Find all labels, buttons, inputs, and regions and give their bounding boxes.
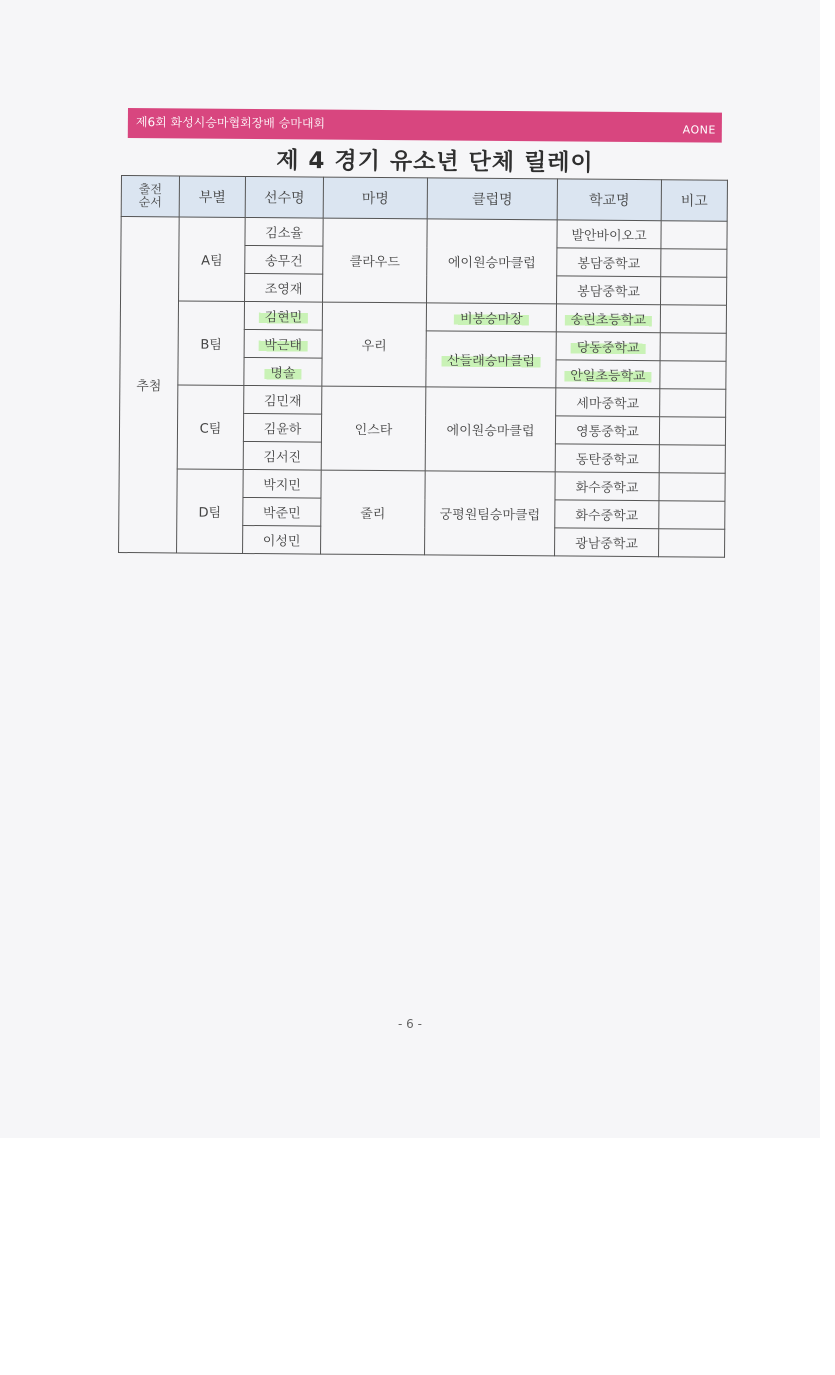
order-cell: 추첨 xyxy=(119,217,180,553)
school-cell: 봉담중학교 xyxy=(557,276,661,305)
school-cell: 화수중학교 xyxy=(555,500,659,529)
table-row xyxy=(121,217,727,250)
note-cell xyxy=(660,361,726,390)
relay-table-wrapper xyxy=(118,175,729,553)
rider-cell: 김민재 xyxy=(244,385,322,414)
highlighted-rider: 박근태 xyxy=(258,334,308,353)
col-division: 부별 xyxy=(179,176,245,218)
note-cell xyxy=(659,501,725,530)
col-note: 비고 xyxy=(661,180,727,222)
rider-cell: 박준민 xyxy=(243,497,321,526)
col-horse: 마명 xyxy=(323,177,427,219)
table-row xyxy=(120,384,726,417)
highlighted-club: 산들래승마클럽 xyxy=(441,350,541,370)
table-row xyxy=(120,301,726,334)
note-cell xyxy=(659,417,725,446)
rider-cell: 조영재 xyxy=(245,273,323,302)
club-cell xyxy=(426,331,556,388)
note-cell xyxy=(661,249,727,278)
school-cell xyxy=(556,360,660,389)
highlighted-school: 안일초등학교 xyxy=(564,364,652,384)
note-cell xyxy=(660,305,726,334)
rider-cell: 이성민 xyxy=(243,525,321,554)
col-club: 클럽명 xyxy=(427,178,557,220)
division-cell: B팀 xyxy=(178,301,245,386)
table-row xyxy=(119,468,725,501)
club-cell: 에이원승마클럽 xyxy=(427,219,558,304)
club-cell xyxy=(426,303,556,332)
page-number: - 6 - xyxy=(398,1017,422,1031)
school-cell: 화수중학교 xyxy=(555,472,659,501)
note-cell xyxy=(660,333,726,362)
col-school: 학교명 xyxy=(557,179,661,221)
rider-cell: 송무건 xyxy=(245,245,323,274)
table-header-row xyxy=(121,176,727,222)
rider-cell xyxy=(244,301,322,330)
rider-cell: 박지민 xyxy=(243,469,321,498)
school-cell: 발안바이오고 xyxy=(557,220,661,249)
note-cell xyxy=(659,445,725,474)
club-cell: 에이원승마클럽 xyxy=(425,387,556,472)
event-name: 제6회 화성시승마협회장배 승마대회 xyxy=(135,115,326,131)
highlighted-school: 송린초등학교 xyxy=(565,308,653,328)
horse-cell: 인스타 xyxy=(321,386,426,471)
rider-cell: 김서진 xyxy=(243,441,321,470)
rider-cell: 김소율 xyxy=(245,217,323,246)
note-cell xyxy=(660,277,726,306)
col-order-line2: 순서 xyxy=(138,195,162,210)
school-cell: 봉담중학교 xyxy=(557,248,661,277)
header-banner xyxy=(128,108,722,143)
page-title: 제 4 경기 유소년 단체 릴레이 xyxy=(276,147,594,177)
division-cell: D팀 xyxy=(177,469,244,554)
col-rider: 선수명 xyxy=(245,176,323,218)
club-cell: 궁평원팀승마클럽 xyxy=(425,471,556,556)
school-cell xyxy=(556,332,660,361)
division-cell: A팀 xyxy=(179,217,246,302)
horse-cell: 우리 xyxy=(322,302,427,387)
rider-cell xyxy=(244,329,322,358)
highlighted-club: 비봉승마장 xyxy=(454,308,529,328)
highlighted-rider: 김현민 xyxy=(258,306,308,325)
school-cell: 세마중학교 xyxy=(556,388,660,417)
note-cell xyxy=(659,473,725,502)
rider-cell: 김윤하 xyxy=(243,413,321,442)
brand-label: AONE xyxy=(682,123,716,137)
division-cell: C팀 xyxy=(177,385,244,470)
note-cell xyxy=(660,389,726,418)
highlighted-rider: 명솔 xyxy=(264,362,301,381)
relay-table xyxy=(118,175,728,558)
note-cell xyxy=(659,529,725,558)
note-cell xyxy=(661,221,727,250)
horse-cell: 클라우드 xyxy=(323,218,428,303)
school-cell: 광남중학교 xyxy=(555,528,659,557)
school-cell: 영통중학교 xyxy=(555,416,659,445)
highlighted-school: 당동중학교 xyxy=(571,337,646,357)
col-order-line1: 출전 xyxy=(138,182,163,197)
col-order xyxy=(121,176,179,217)
school-cell xyxy=(556,304,660,333)
rider-cell xyxy=(244,357,322,386)
horse-cell: 줄리 xyxy=(321,470,426,555)
school-cell: 동탄중학교 xyxy=(555,444,659,473)
